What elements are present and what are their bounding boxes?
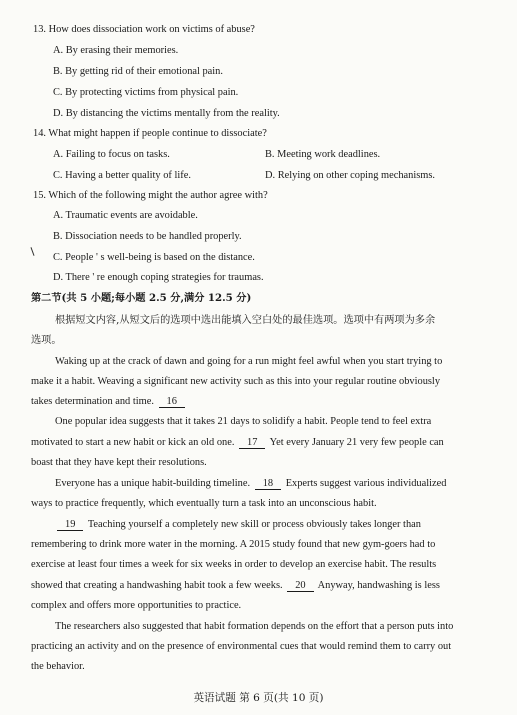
- passage-text: Anyway, handwashing is less: [317, 580, 440, 591]
- passage-p4-line4: [31, 579, 488, 592]
- passage-p4-line1: [55, 518, 421, 531]
- blank-18: 18: [255, 478, 281, 490]
- question-14-option-d: D. Relying on other coping mechanisms.: [265, 170, 435, 181]
- question-14-option-b: B. Meeting work deadlines.: [265, 149, 381, 160]
- question-15-option-a: A. Traumatic events are avoidable.: [53, 210, 198, 221]
- passage-p4-line3: exercise at least four times a week for six weeks in order to develop an exercise habit. The results: [31, 559, 437, 570]
- question-15-option-c: C. People ' s well-being is based on the distance.: [53, 252, 255, 263]
- passage-p3-line2: ways to practice frequently, which eventually turn a task into an unconscious habit.: [31, 498, 377, 509]
- pen-mark: [30, 247, 34, 256]
- passage-text: Yet every January 21 very few people can: [269, 437, 444, 448]
- passage-p2-line1: One popular idea suggests that it takes 21 days to solidify a habit. People tend to feel extra: [55, 416, 432, 427]
- question-15-option-d: D. There ' re enough coping strategies for traumas.: [53, 272, 264, 283]
- section-heading: 第二节(共 5 小题;每小题 2.5 分,满分 12.5 分): [31, 292, 252, 304]
- passage-p5-line3: the behavior.: [31, 661, 85, 672]
- passage-p2-line3: boast that they have kept their resolutions.: [31, 457, 207, 468]
- question-14-option-a: A. Failing to focus on tasks.: [53, 149, 170, 160]
- blank-17: 17: [239, 437, 265, 449]
- blank-20: 20: [287, 580, 313, 592]
- passage-p1-line3: [31, 395, 488, 408]
- passage-text: takes determination and time.: [31, 396, 154, 407]
- question-14-option-c: C. Having a better quality of life.: [53, 170, 191, 181]
- passage-text: Experts suggest various individualized: [285, 478, 447, 489]
- passage-p2-line2: [31, 436, 488, 449]
- passage-p4-line2: remembering to drink more water in the morning. A 2015 study found that new gym-goers had to: [31, 539, 436, 550]
- page-footer: 英语试题 第 6 页(共 10 页): [193, 692, 324, 704]
- section-instruction: 根据短文内容,从短文后的选项中选出能填入空白处的最佳选项。选项中有两项为多余: [55, 315, 436, 326]
- question-13-option-b: B. By getting rid of their emotional pain.: [53, 66, 223, 77]
- question-13-option-a: A. By erasing their memories.: [53, 45, 179, 56]
- passage-text: Teaching yourself a completely new skill or process obviously takes longer than: [87, 519, 421, 530]
- passage-p4-line5: complex and offers more opportunities to practice.: [31, 600, 242, 611]
- question-13-stem: 13. How does dissociation work on victims of abuse?: [33, 24, 255, 35]
- passage-p3-line1: [55, 477, 446, 490]
- passage-p1-line1: Waking up at the crack of dawn and going for a run might feel awful when you start trying to: [55, 356, 443, 367]
- question-14-stem: 14. What might happen if people continue to dissociate?: [33, 128, 267, 139]
- question-13-option-c: C. By protecting victims from physical pain.: [53, 87, 239, 98]
- blank-16: 16: [159, 396, 185, 408]
- passage-text: motivated to start a new habit or kick an old one.: [31, 437, 235, 448]
- blank-19: 19: [57, 519, 83, 531]
- question-15-option-b: B. Dissociation needs to be handled properly.: [53, 231, 242, 242]
- passage-text: showed that creating a handwashing habit took a few weeks.: [31, 580, 283, 591]
- section-instruction-cont: 选项。: [31, 335, 62, 346]
- question-13-option-d: D. By distancing the victims mentally from the reality.: [53, 108, 280, 119]
- passage-p1-line2: make it a habit. Weaving a significant new activity such as this into your regular routine obviously: [31, 376, 441, 387]
- passage-text: Everyone has a unique habit-building timeline.: [55, 478, 251, 489]
- passage-p5-line2: practicing an activity and on the presence of environmental cues that would remind them to carry out: [31, 641, 452, 652]
- question-15-stem: 15. Which of the following might the author agree with?: [33, 190, 268, 201]
- passage-p5-line1: The researchers also suggested that habit formation depends on the effort that a person puts into: [55, 621, 454, 632]
